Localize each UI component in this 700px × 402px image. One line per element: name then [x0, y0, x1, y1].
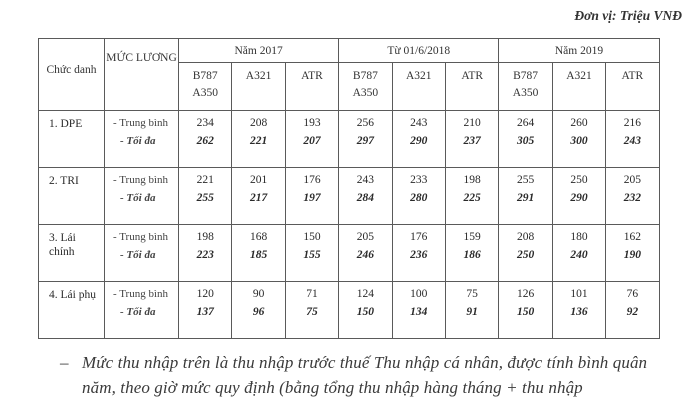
max-value: 221 [249, 135, 268, 147]
value-cell [339, 282, 392, 339]
value-cell [606, 225, 659, 282]
max-value: 255 [196, 192, 214, 204]
value-cell [392, 282, 445, 339]
max-label: - Tối đa [120, 306, 156, 318]
unit-note: Đơn vị: Triệu VNĐ [574, 8, 682, 23]
max-value: 155 [303, 249, 321, 261]
footnote [60, 350, 682, 400]
max-value: 236 [410, 249, 428, 261]
footnote-text: Mức thu nhập trên là thu nhập trước thuế Thu nhập cá nhân, được tính bình quân năm, theo giờ mức quy định (bằng tổng thu nhập hàng tháng + thu nhập [82, 353, 648, 397]
value-cell [445, 111, 498, 168]
value-cell [445, 168, 498, 225]
max-value: 186 [463, 249, 481, 261]
avg-value: 264 [516, 117, 535, 129]
value-cell [339, 168, 392, 225]
value-cell [285, 111, 338, 168]
header-period: Năm 2017 [179, 39, 339, 63]
avg-value: 243 [356, 174, 374, 186]
avg-value: 71 [306, 288, 318, 300]
max-value: 197 [303, 192, 321, 204]
avg-value: 208 [249, 117, 268, 129]
table-row [39, 225, 660, 282]
max-value: 217 [249, 192, 268, 204]
max-value: 232 [623, 192, 641, 204]
avg-value: 159 [463, 231, 481, 243]
value-cell [499, 282, 552, 339]
avg-label: - Trung bình [113, 117, 169, 129]
header-aircraft: A321 [232, 63, 285, 111]
header-aircraft: B787 A350 [499, 63, 552, 111]
avg-value: 221 [196, 174, 214, 186]
max-value: 134 [410, 306, 428, 318]
max-value: 190 [623, 249, 641, 261]
avg-value: 126 [516, 288, 535, 300]
row-title: 1. DPE [39, 111, 105, 168]
avg-value: 120 [196, 288, 214, 300]
max-value: 280 [410, 192, 428, 204]
avg-label: - Trung bình [113, 288, 169, 300]
max-value: 237 [463, 135, 481, 147]
avg-value: 150 [303, 231, 321, 243]
avg-label: - Trung bình [113, 231, 169, 243]
max-value: 75 [306, 306, 318, 318]
max-value: 262 [196, 135, 214, 147]
max-value: 207 [303, 135, 321, 147]
avg-value: 180 [570, 231, 588, 243]
footnote-dash: – [60, 353, 69, 372]
value-cell [232, 168, 285, 225]
value-cell [445, 282, 498, 339]
max-value: 250 [516, 249, 535, 261]
row-level [105, 168, 179, 225]
header-period: Năm 2019 [499, 39, 659, 63]
max-value: 246 [356, 249, 374, 261]
value-cell [552, 168, 605, 225]
avg-value: 255 [516, 174, 535, 186]
row-title: 3. Lái chính [39, 225, 105, 282]
value-cell [552, 225, 605, 282]
avg-value: 198 [463, 174, 481, 186]
max-value: 290 [410, 135, 428, 147]
value-cell [606, 168, 659, 225]
max-value: 297 [356, 135, 374, 147]
avg-value: 210 [463, 117, 481, 129]
avg-value: 124 [356, 288, 374, 300]
header-aircraft: B787 A350 [339, 63, 392, 111]
value-cell [179, 282, 232, 339]
row-level [105, 111, 179, 168]
value-cell [179, 168, 232, 225]
value-cell [445, 225, 498, 282]
max-value: 150 [516, 306, 535, 318]
max-value: 291 [516, 192, 535, 204]
table-row [39, 168, 660, 225]
value-cell [499, 168, 552, 225]
avg-label: - Trung bình [113, 174, 169, 186]
salary-table [38, 38, 660, 339]
avg-value: 168 [249, 231, 268, 243]
value-cell [392, 225, 445, 282]
avg-value: 75 [466, 288, 478, 300]
max-value: 136 [570, 306, 588, 318]
table-row [39, 282, 660, 339]
value-cell [606, 111, 659, 168]
max-value: 240 [570, 249, 588, 261]
avg-value: 234 [196, 117, 214, 129]
max-value: 185 [249, 249, 268, 261]
avg-value: 201 [249, 174, 268, 186]
header-title-col: Chức danh [39, 39, 105, 111]
row-level [105, 282, 179, 339]
value-cell [552, 282, 605, 339]
value-cell [339, 225, 392, 282]
avg-value: 243 [410, 117, 428, 129]
row-level [105, 225, 179, 282]
max-value: 150 [356, 306, 374, 318]
value-cell [232, 282, 285, 339]
value-cell [232, 225, 285, 282]
avg-value: 208 [516, 231, 535, 243]
avg-value: 250 [570, 174, 588, 186]
max-label: - Tối đa [120, 249, 156, 261]
header-aircraft: B787 A350 [179, 63, 232, 111]
header-aircraft: A321 [552, 63, 605, 111]
avg-value: 162 [623, 231, 641, 243]
header-period: Từ 01/6/2018 [339, 39, 499, 63]
max-value: 305 [516, 135, 535, 147]
avg-value: 256 [356, 117, 374, 129]
avg-value: 90 [252, 288, 265, 300]
avg-value: 176 [303, 174, 321, 186]
value-cell [552, 111, 605, 168]
value-cell [232, 111, 285, 168]
max-label: - Tối đa [120, 135, 156, 147]
max-value: 91 [466, 306, 478, 318]
value-cell [339, 111, 392, 168]
max-value: 284 [356, 192, 374, 204]
max-label: - Tối đa [120, 192, 156, 204]
avg-value: 176 [410, 231, 428, 243]
max-value: 225 [463, 192, 481, 204]
value-cell [499, 225, 552, 282]
avg-value: 100 [410, 288, 428, 300]
value-cell [392, 111, 445, 168]
avg-value: 233 [410, 174, 428, 186]
value-cell [606, 282, 659, 339]
value-cell [285, 225, 338, 282]
max-value: 137 [196, 306, 214, 318]
value-cell [285, 282, 338, 339]
value-cell [285, 168, 338, 225]
max-value: 92 [626, 306, 639, 318]
max-value: 96 [252, 306, 265, 318]
avg-value: 216 [623, 117, 641, 129]
row-title: 4. Lái phụ [39, 282, 105, 339]
max-value: 243 [623, 135, 641, 147]
header-level-col: MỨC LƯƠNG [105, 39, 179, 111]
value-cell [499, 111, 552, 168]
max-value: 223 [196, 249, 214, 261]
max-value: 290 [570, 192, 588, 204]
value-cell [392, 168, 445, 225]
row-title: 2. TRI [39, 168, 105, 225]
header-aircraft: ATR [445, 63, 498, 111]
avg-value: 198 [196, 231, 214, 243]
avg-value: 205 [623, 174, 641, 186]
max-value: 300 [570, 135, 588, 147]
header-aircraft: ATR [285, 63, 338, 111]
header-aircraft: A321 [392, 63, 445, 111]
avg-value: 260 [570, 117, 588, 129]
avg-value: 193 [303, 117, 321, 129]
avg-value: 76 [626, 288, 639, 300]
avg-value: 205 [356, 231, 374, 243]
table-row [39, 111, 660, 168]
avg-value: 101 [570, 288, 588, 300]
header-aircraft: ATR [606, 63, 659, 111]
value-cell [179, 111, 232, 168]
value-cell [179, 225, 232, 282]
